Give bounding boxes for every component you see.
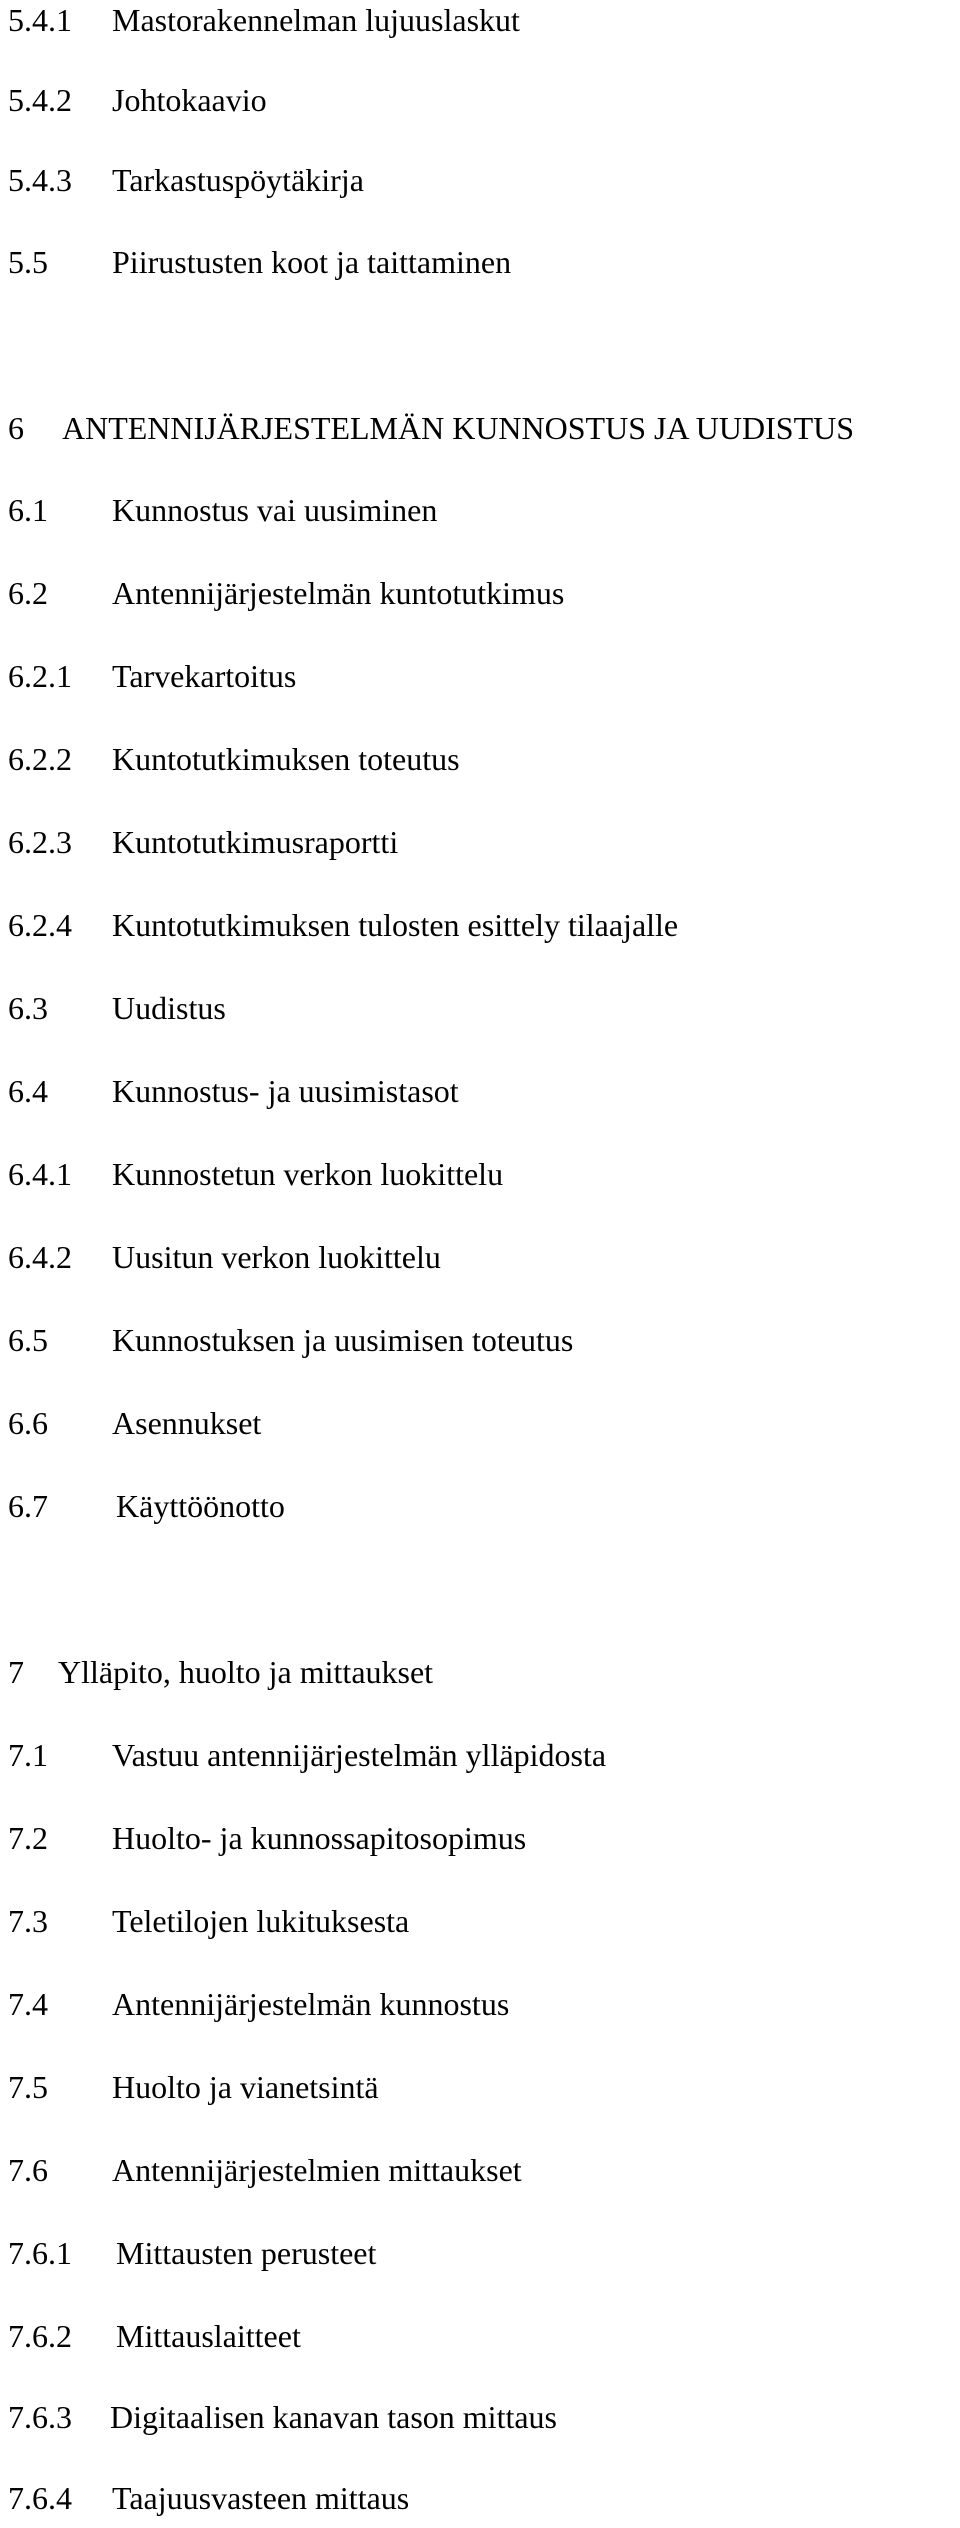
toc-entry-number: 7.6 (8, 2152, 48, 2188)
toc-entry-title: Kunnostus- ja uusimistasot (112, 1073, 459, 1109)
toc-entry-title: Mastorakennelman lujuuslaskut (112, 2, 520, 38)
toc-entry-title: Uudistus (112, 990, 226, 1026)
toc-entry-title: Kuntotutkimuksen toteutus (112, 741, 460, 777)
toc-entry-title: Mittausten perusteet (116, 2235, 377, 2271)
toc-entry-title: Antennijärjestelmien mittaukset (112, 2152, 522, 2188)
toc-entry-number: 6.6 (8, 1405, 48, 1441)
toc-entry-title: Uusitun verkon luokittelu (112, 1239, 441, 1275)
toc-entry-title: Piirustusten koot ja taittaminen (112, 244, 512, 280)
toc-entry-number: 6.4.1 (8, 1156, 72, 1192)
toc-entry-number: 5.5 (8, 244, 48, 280)
toc-entry-number: 6.5 (8, 1322, 48, 1358)
toc-entry-number: 6.4.2 (8, 1239, 72, 1275)
toc-entry-number: 7.6.1 (8, 2235, 72, 2271)
toc-entry-title: Johtokaavio (112, 82, 267, 118)
toc-entry-title: Teletilojen lukituksesta (112, 1903, 410, 1939)
toc-entry-number: 6.3 (8, 990, 48, 1026)
toc-entry-title: Käyttöönotto (116, 1488, 285, 1524)
toc-entry-number: 7 (8, 1654, 24, 1690)
toc-entry-title: Kunnostuksen ja uusimisen toteutus (112, 1322, 574, 1358)
toc-entry-number: 7.1 (8, 1737, 48, 1773)
toc-entry-title: ANTENNIJÄRJESTELMÄN KUNNOSTUS JA UUDISTUS (62, 410, 855, 446)
toc-entry-title: Digitaalisen kanavan tason mittaus (110, 2399, 557, 2435)
toc-entry-number: 6.2.2 (8, 741, 72, 777)
toc-entry-number: 5.4.1 (8, 2, 72, 38)
toc-entry-title: Kuntotutkimusraportti (112, 824, 399, 860)
toc-entry-number: 6.7 (8, 1488, 48, 1524)
toc-entry-number: 6.2.3 (8, 824, 72, 860)
toc-entry-title: Ylläpito, huolto ja mittaukset (58, 1654, 434, 1690)
toc-entry-number: 7.4 (8, 1986, 48, 2022)
toc-entry-number: 7.6.4 (8, 2480, 72, 2516)
toc-entry-title: Tarkastuspöytäkirja (112, 162, 364, 198)
toc-entry-number: 7.2 (8, 1820, 48, 1856)
toc-entry-title: Antennijärjestelmän kuntotutkimus (112, 575, 565, 611)
toc-entry-number: 6.2.4 (8, 907, 72, 943)
toc-entry-title: Kuntotutkimuksen tulosten esittely tilaajalle (112, 907, 679, 943)
toc-entry-title: Tarvekartoitus (112, 658, 297, 694)
toc-entry-number: 6.2.1 (8, 658, 72, 694)
toc-entry-title: Mittauslaitteet (116, 2318, 301, 2354)
toc-entry-title: Huolto- ja kunnossapitosopimus (112, 1820, 527, 1856)
toc-entry-number: 6.1 (8, 492, 48, 528)
toc-entry-title: Huolto ja vianetsintä (112, 2069, 379, 2105)
toc-entry-title: Vastuu antennijärjestelmän ylläpidosta (112, 1737, 607, 1773)
toc-entry-title: Kunnostetun verkon luokittelu (112, 1156, 504, 1192)
toc-entry-title: Kunnostus vai uusiminen (112, 492, 438, 528)
toc-entry-number: 6.4 (8, 1073, 48, 1109)
toc-entry-number: 6.2 (8, 575, 48, 611)
toc-entry-number: 7.6.3 (8, 2399, 72, 2435)
toc-entry-number: 7.6.2 (8, 2318, 72, 2354)
toc-entry-title: Taajuusvasteen mittaus (112, 2480, 410, 2516)
toc-entry-number: 7.5 (8, 2069, 48, 2105)
toc-entry-title: Asennukset (112, 1405, 262, 1441)
toc-entry-number: 7.3 (8, 1903, 48, 1939)
toc-entry-title: Antennijärjestelmän kunnostus (112, 1986, 510, 2022)
toc-entry-number: 6 (8, 410, 24, 446)
toc-entry-number: 5.4.3 (8, 162, 72, 198)
toc-entry-number: 5.4.2 (8, 82, 72, 118)
